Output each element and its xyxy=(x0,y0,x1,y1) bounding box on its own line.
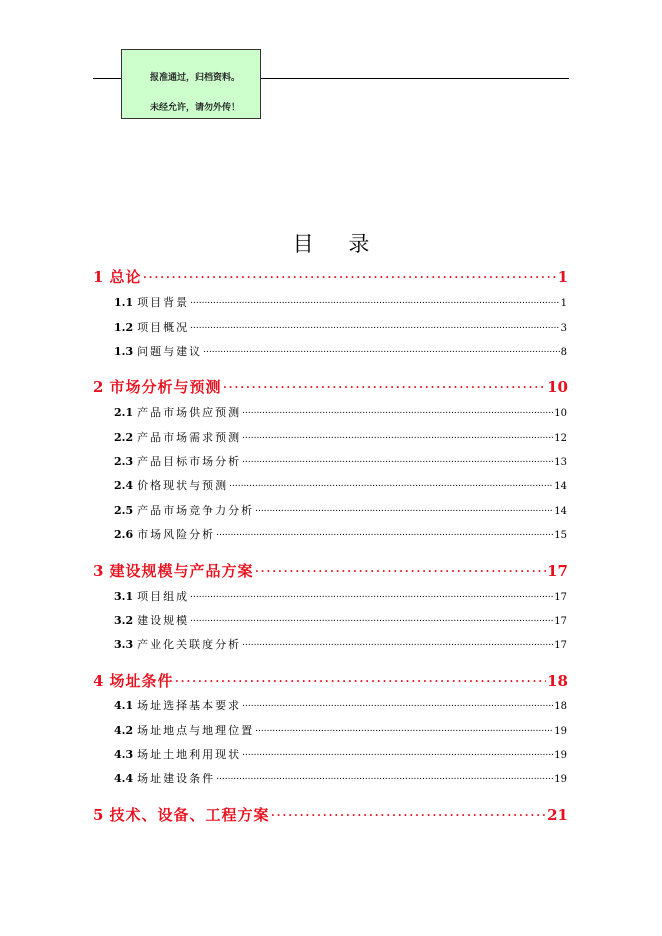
toc-chapter-3[interactable] xyxy=(93,560,568,581)
approval-stamp xyxy=(121,49,261,119)
section-title: 问题与建议 xyxy=(137,345,203,358)
section-page: 19 xyxy=(554,726,567,737)
toc-section-3-2[interactable] xyxy=(114,612,567,628)
dot-leader xyxy=(190,322,559,331)
stamp-line-2: 未经允许，请勿外传！ xyxy=(150,103,241,113)
section-title: 场址地点与地理位置 xyxy=(137,724,255,737)
chapter-title: 技术、设备、工程方案 xyxy=(109,806,270,824)
section-page: 8 xyxy=(560,347,567,358)
chapter-number: 2 xyxy=(93,378,104,396)
section-title: 产品市场需求预测 xyxy=(137,431,242,444)
dot-leader xyxy=(255,505,553,514)
section-page: 12 xyxy=(554,433,567,444)
toc-section-4-3[interactable] xyxy=(114,746,567,762)
dot-leader xyxy=(254,561,546,576)
toc-section-4-4[interactable] xyxy=(114,770,567,786)
chapter-number: 5 xyxy=(93,806,104,824)
section-page: 13 xyxy=(554,457,567,468)
section-number: 3.3 xyxy=(114,638,134,651)
dot-leader xyxy=(242,700,553,709)
dot-leader xyxy=(270,805,546,820)
section-number: 4.1 xyxy=(114,699,134,712)
section-number: 1.2 xyxy=(114,321,134,334)
section-page: 1 xyxy=(560,298,567,309)
toc-section-2-3[interactable] xyxy=(114,453,567,469)
toc-section-2-6[interactable] xyxy=(114,526,567,542)
section-page: 19 xyxy=(554,774,567,785)
section-title: 项目背景 xyxy=(137,296,190,309)
section-number: 4.4 xyxy=(114,772,134,785)
section-title: 价格现状与预测 xyxy=(137,479,229,492)
chapter-number: 1 xyxy=(93,268,104,286)
section-number: 2.4 xyxy=(114,479,134,492)
stamp-line-1: 报准通过，归档资料。 xyxy=(150,73,241,83)
section-title: 场址土地利用现状 xyxy=(137,748,242,761)
dot-leader xyxy=(242,432,553,441)
dot-leader xyxy=(203,346,559,355)
section-page: 19 xyxy=(554,750,567,761)
section-title: 建设规模 xyxy=(137,614,190,627)
chapter-page: 17 xyxy=(547,562,568,580)
toc-chapter-5[interactable] xyxy=(93,804,568,825)
chapter-number: 3 xyxy=(93,562,104,580)
section-title: 项目组成 xyxy=(137,590,190,603)
dot-leader xyxy=(216,529,553,538)
section-number: 2.2 xyxy=(114,431,134,444)
section-title: 产品市场供应预测 xyxy=(137,406,242,419)
toc-section-2-5[interactable] xyxy=(114,502,567,518)
section-number: 4.2 xyxy=(114,724,134,737)
section-page: 10 xyxy=(554,408,567,419)
toc-section-2-1[interactable] xyxy=(114,404,567,420)
dot-leader xyxy=(255,725,553,734)
chapter-title: 场址条件 xyxy=(109,672,174,690)
chapter-title: 建设规模与产品方案 xyxy=(109,562,254,580)
section-page: 14 xyxy=(554,481,567,492)
section-number: 2.1 xyxy=(114,406,134,419)
toc-section-1-2[interactable] xyxy=(114,319,567,335)
chapter-title: 总论 xyxy=(109,268,142,286)
chapter-number: 4 xyxy=(93,672,104,690)
toc-title: 目 录 xyxy=(292,232,384,256)
dot-leader xyxy=(229,480,553,489)
dot-leader xyxy=(242,456,553,465)
toc-section-4-2[interactable] xyxy=(114,722,567,738)
section-number: 1.3 xyxy=(114,345,134,358)
section-number: 3.1 xyxy=(114,590,134,603)
section-page: 3 xyxy=(560,323,567,334)
toc-section-3-3[interactable] xyxy=(114,636,567,652)
section-number: 3.2 xyxy=(114,614,134,627)
section-page: 17 xyxy=(554,616,567,627)
chapter-title: 市场分析与预测 xyxy=(109,378,222,396)
dot-leader xyxy=(242,639,553,648)
section-title: 项目概况 xyxy=(137,321,190,334)
section-title: 场址建设条件 xyxy=(137,772,216,785)
toc-section-2-4[interactable] xyxy=(114,477,567,493)
section-page: 14 xyxy=(554,506,567,517)
chapter-page: 10 xyxy=(547,378,568,396)
toc-chapter-2[interactable] xyxy=(93,376,568,397)
section-title: 市场风险分析 xyxy=(137,528,216,541)
section-page: 18 xyxy=(554,701,567,712)
dot-leader xyxy=(174,671,546,686)
section-number: 1.1 xyxy=(114,296,134,309)
chapter-page: 1 xyxy=(557,268,568,286)
chapter-page: 18 xyxy=(547,672,568,690)
section-title: 产品目标市场分析 xyxy=(137,455,242,468)
dot-leader xyxy=(242,749,553,758)
chapter-page: 21 xyxy=(547,806,568,824)
section-number: 2.6 xyxy=(114,528,134,541)
toc-section-2-2[interactable] xyxy=(114,429,567,445)
dot-leader xyxy=(190,297,559,306)
dot-leader xyxy=(190,591,553,600)
section-title: 产品市场竞争力分析 xyxy=(137,504,255,517)
section-title: 场址选择基本要求 xyxy=(137,699,242,712)
section-page: 15 xyxy=(554,530,567,541)
toc-chapter-1[interactable] xyxy=(93,266,568,287)
toc-section-3-1[interactable] xyxy=(114,588,567,604)
toc-section-4-1[interactable] xyxy=(114,697,567,713)
dot-leader xyxy=(216,773,553,782)
section-number: 2.3 xyxy=(114,455,134,468)
dot-leader xyxy=(222,377,546,392)
toc-section-1-3[interactable] xyxy=(114,343,567,359)
section-title: 产业化关联度分析 xyxy=(137,638,242,651)
section-number: 4.3 xyxy=(114,748,134,761)
dot-leader xyxy=(190,615,553,624)
toc-section-1-1[interactable] xyxy=(114,294,567,310)
dot-leader xyxy=(242,407,553,416)
section-page: 17 xyxy=(554,592,567,603)
dot-leader xyxy=(142,267,556,282)
section-page: 17 xyxy=(554,640,567,651)
toc-chapter-4[interactable] xyxy=(93,670,568,691)
section-number: 2.5 xyxy=(114,504,134,517)
